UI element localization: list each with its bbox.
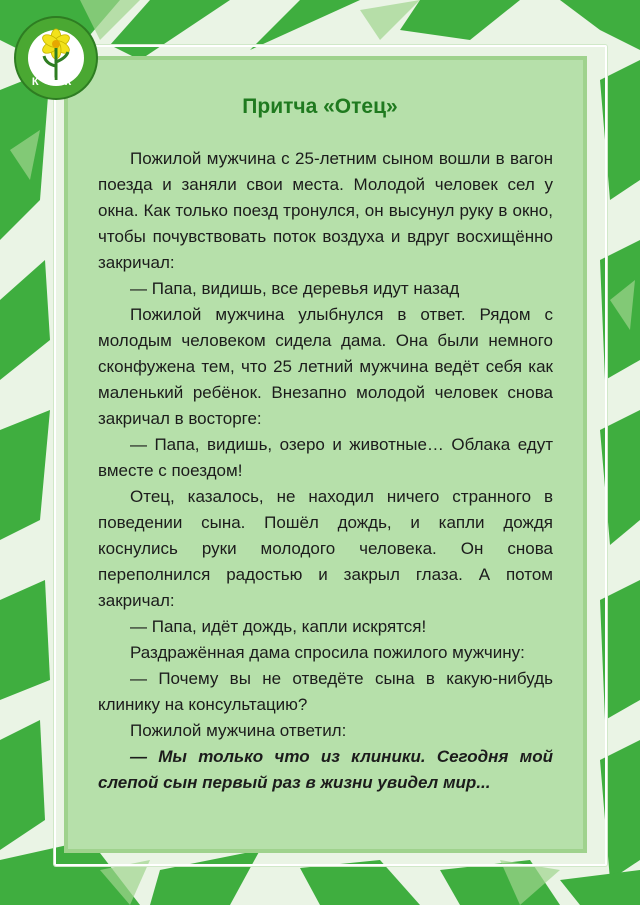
paragraph: Пожилой мужчина ответил:: [130, 721, 347, 740]
paragraph: — Папа, идёт дождь, капли искрятся!: [130, 617, 427, 636]
paragraph: Пожилой мужчина с 25-летним сыном вошли в вагон поезда и заняли свои места. Молодой человек сел у окна. Как только поезд тронулся, он высунул руку в окно, чтобы почувствовать поток воздуха и вдруг восхищённо закричал:: [98, 149, 553, 272]
paragraph: — Папа, видишь, озеро и животные… Облака едут вместе с поездом!: [98, 435, 553, 480]
paragraph: Пожилой мужчина улыбнулся в ответ. Рядом с молодым человеком сидела дама. Она были немного сконфужена тем, что 25 летний мужчина ведёт себя как маленький ребёнок. Внезапно молодой человек снова закричал в восторге:: [98, 305, 553, 428]
page-title: Притча «Отец»: [242, 95, 398, 118]
paragraph: Отец, казалось, не находил ничего странного в поведении сына. Пошёл дождь, и капли дождя коснулись руки молодого человека. Он снова переполнился радостью и закрыл глаза. А потом закричал:: [98, 487, 553, 610]
parable-text: [98, 146, 553, 796]
paragraph: — Почему вы не отведёте сына в какую-нибудь клинику на консультацию?: [98, 669, 553, 714]
paragraph: Раздражённая дама спросила пожилого мужчину:: [130, 643, 525, 662]
paragraph: — Папа, видишь, все деревья идут назад: [130, 279, 460, 298]
logo-letters: КПК: [31, 76, 81, 88]
final-paragraph: — Мы только что из клиники. Сегодня мой слепой сын первый раз в жизни увидел мир...: [98, 747, 553, 792]
kpk-logo: [12, 14, 100, 102]
